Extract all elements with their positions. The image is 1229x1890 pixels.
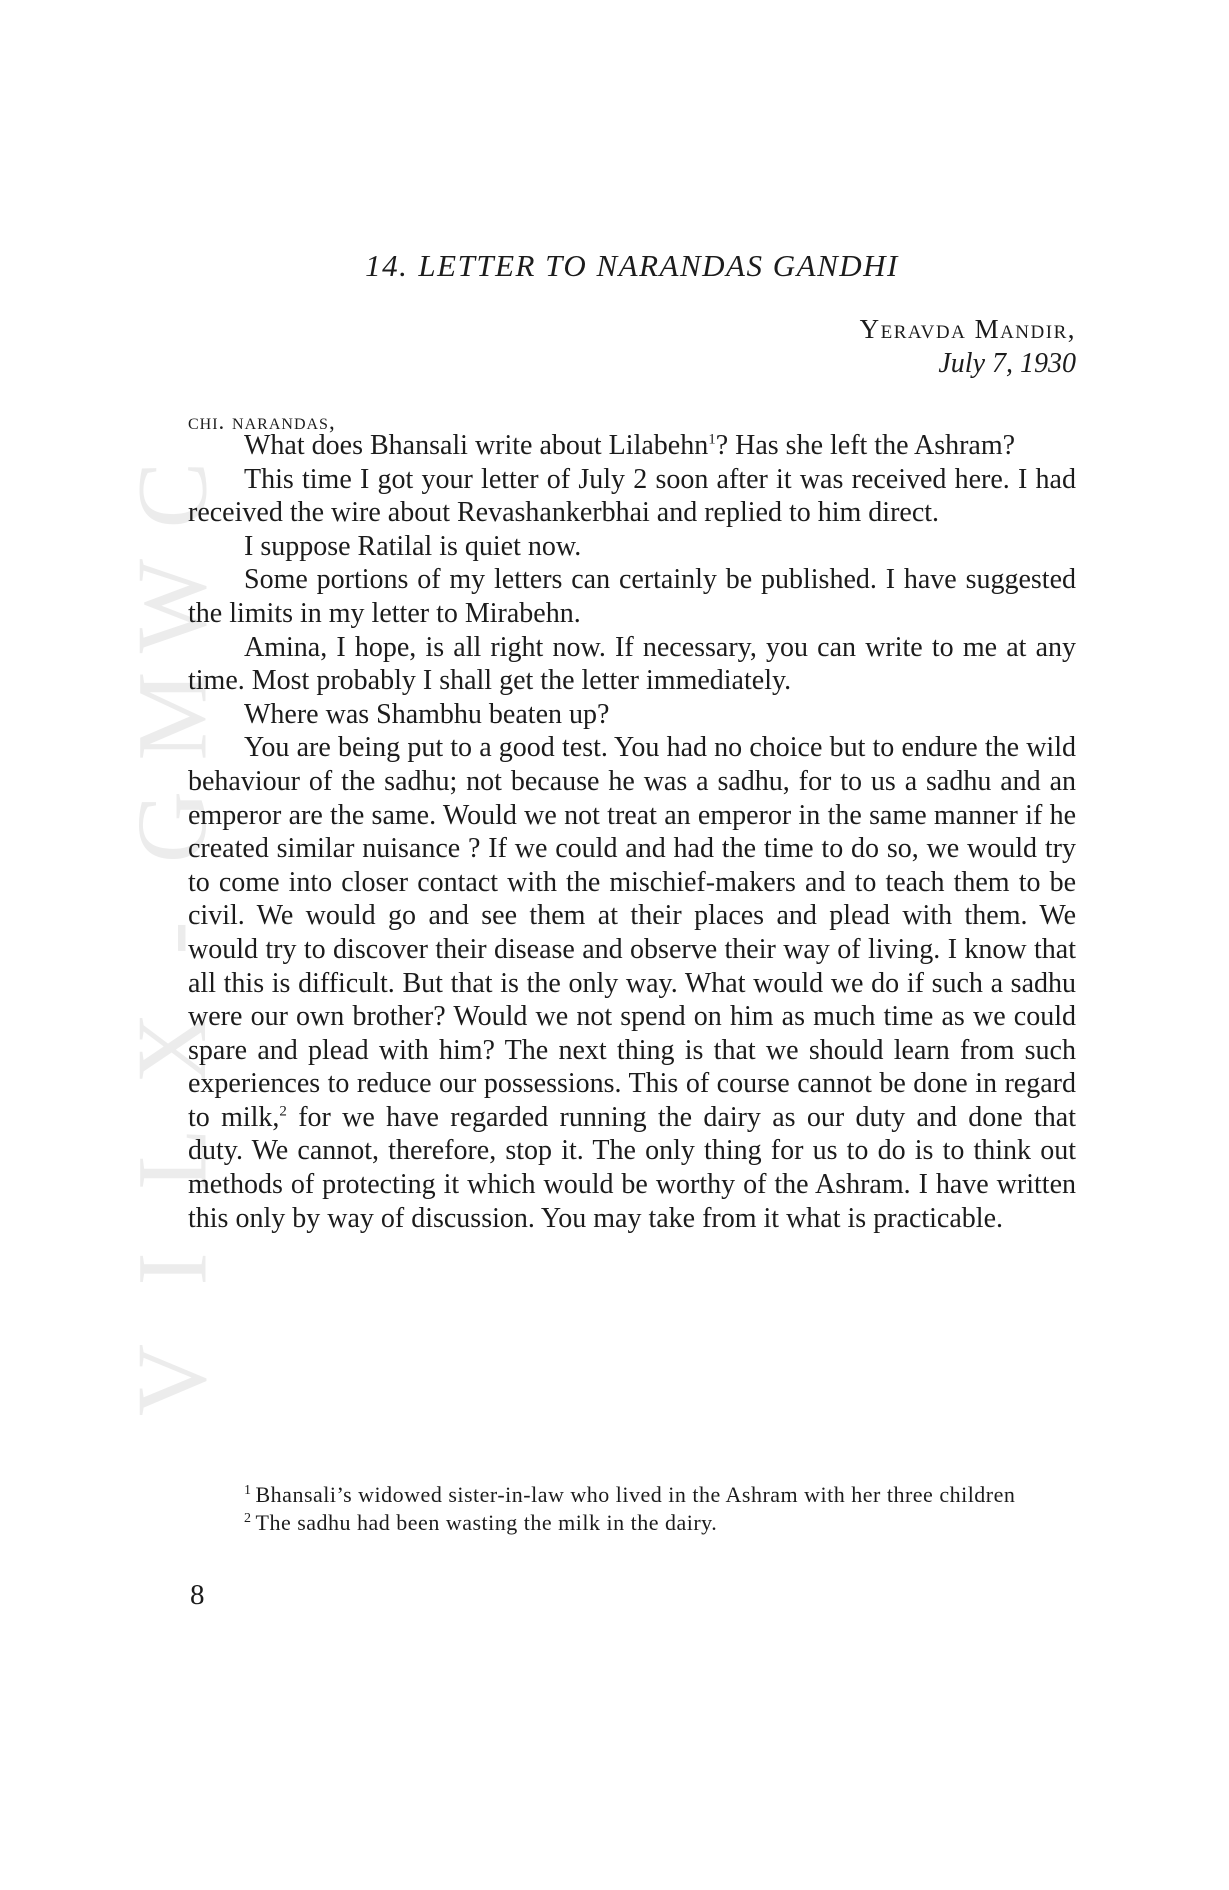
page-number: 8 <box>190 1579 205 1611</box>
footnote-text: The sadhu had been wasting the milk in the dairy. <box>255 1510 718 1535</box>
letter-body <box>188 429 1076 1235</box>
footnote-marker: 1 <box>244 1482 252 1498</box>
watermark-glyph: X <box>116 1012 228 1085</box>
paragraph: Where was Shambhu beaten up? <box>244 698 610 730</box>
watermark-glyph: L <box>116 1128 228 1190</box>
watermark-glyph: V <box>116 1343 228 1417</box>
paragraph: Some portions of my letters can certainly be published. I have suggested the limits in my letter to Mirabehn. <box>188 564 1076 629</box>
footnote-marker: 2 <box>244 1510 252 1526</box>
paragraph: This time I got your letter of July 2 soon after it was received here. I had received the wire about Revashankerbhai and replied to him direct. <box>188 463 1076 529</box>
watermark-glyph: M <box>116 671 228 761</box>
watermark-glyph: C <box>116 461 228 529</box>
footnote-ref[interactable]: 2 <box>279 1103 287 1120</box>
watermark-glyph: W <box>116 558 228 653</box>
watermark-glyph: - <box>116 920 228 955</box>
watermark-glyph: G <box>116 790 228 863</box>
paragraph: I suppose Ratilal is quiet now. <box>244 530 582 562</box>
letter-place: Yeravda Mandir, <box>859 314 1076 344</box>
paragraph-text: You are being put to a good test. You had no choice but to endure the wild behaviour of the sadhu; not because he was a sadhu, for to us a sadhu and an emperor are the same. Would we not treat an emperor in the same manner if he created similar nuisance ? If we could and had the time to do so, we would try to come into closer contact with the mischief-makers and to teach them to be civil. We would go and see them at their places and plead with them. We would try to discover their disease and observe their way of living. I know that all this is difficult. But that is the only way. What would we do if such a sadhu were our own brother? Would we not spend on him as much time as we could spare and plead with him? The next thing is that we should learn from such experiences to reduce our possessions. This of course cannot be done in regard to milk, <box>188 732 1076 1133</box>
paragraph: Amina, I hope, is all right now. If necessary, you can write to me at any time. Most probably I shall get the letter immediately. <box>188 631 1076 697</box>
paragraph <box>188 429 1076 463</box>
footnote-ref[interactable]: 1 <box>708 431 716 448</box>
heading-title: LETTER TO NARANDAS GANDHI <box>418 248 899 283</box>
salutation: chi. narandas, <box>188 409 336 434</box>
footnotes <box>188 1481 1076 1537</box>
heading-number: 14. <box>365 248 409 283</box>
footnote <box>188 1481 1076 1509</box>
paragraph-text: for we have regarded running the dairy as our duty and done that duty. We cannot, therefore, stop it. The only thing for us to do is to think out methods of protecting it which would be worthy of the Ashram. I have written this only by way of discussion. You may take from it what is practicable. <box>188 1101 1076 1234</box>
paragraph-text: What does Bhansali write about Lilabehn <box>244 430 709 461</box>
footnote-text: Bhansali’s widowed sister-in-law who lived in the Ashram with her three children <box>255 1482 1016 1507</box>
paragraph <box>188 731 1076 1235</box>
watermark-glyph: I <box>116 1252 228 1287</box>
letter-date: July 7, 1930 <box>938 348 1076 379</box>
footnote <box>188 1509 1076 1537</box>
paragraph-text: ? Has she left the Ashram? <box>715 430 1016 461</box>
letter-heading <box>188 247 1076 284</box>
